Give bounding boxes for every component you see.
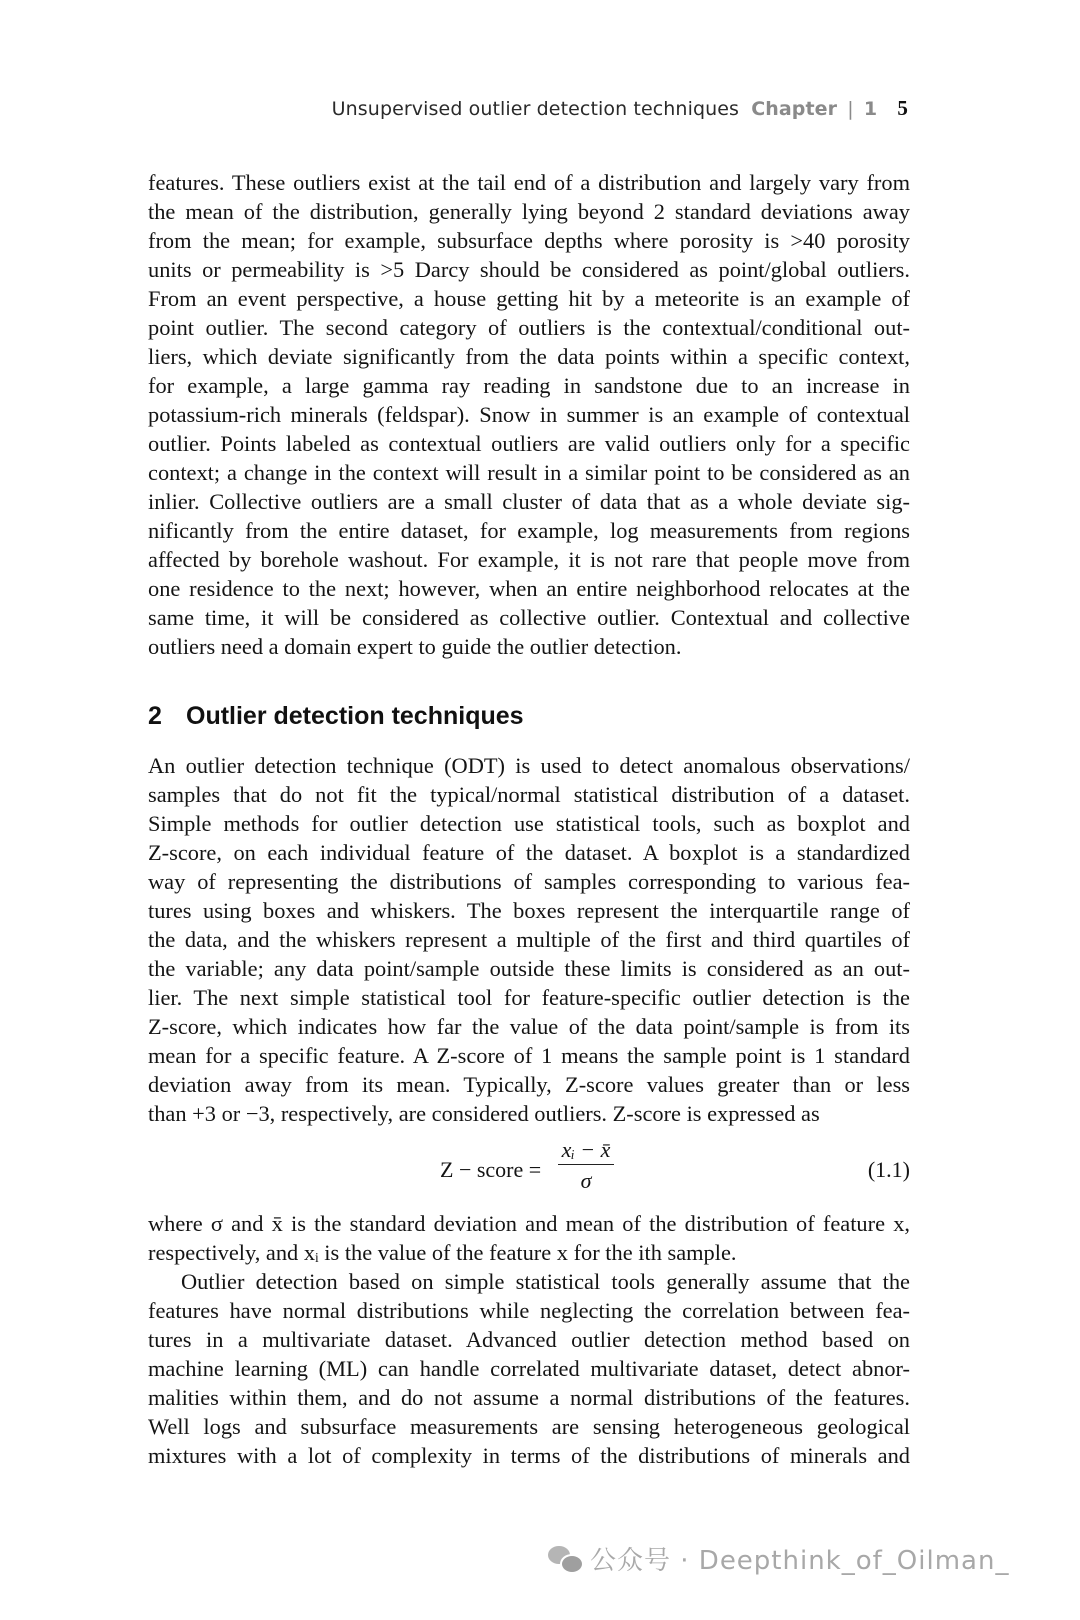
equation-numerator: xᵢ − x̄ <box>561 1137 611 1162</box>
chapter-number: 1 <box>863 98 878 120</box>
text-line: tures in a multivariate dataset. Advanced outlier detection method based on <box>148 1327 910 1352</box>
text-line: the mean of the distribution, generally lying beyond 2 standard deviations away <box>148 199 910 224</box>
text-line: from the mean; for example, subsurface depths where porosity is >40 porosity <box>148 228 910 253</box>
watermark-text: 公众号 · Deepthink_of_Oilman_ <box>590 1546 1010 1576</box>
section-number: 2 <box>148 702 162 730</box>
text-line: tures using boxes and whiskers. The boxes represent the interquartile range of <box>148 898 910 923</box>
text-line: features. These outliers exist at the tail end of a distribution and largely vary from <box>148 170 910 195</box>
text-line: machine learning (ML) can handle correlated multivariate dataset, detect abnor- <box>148 1356 910 1381</box>
text-line: units or permeability is >5 Darcy should be considered as point/global outliers. <box>148 257 910 282</box>
equation-denominator: σ <box>580 1168 592 1193</box>
text-line: malities within them, and do not assume a normal distributions of the features. <box>148 1385 910 1410</box>
text-line: Well logs and subsurface measurements are sensing heterogeneous geological <box>148 1414 910 1439</box>
equation-z-score <box>148 1137 910 1207</box>
paragraph-outlier-types <box>148 168 910 661</box>
text-line: point outlier. The second category of outliers is the contextual/conditional out- <box>148 315 910 340</box>
watermark <box>548 1540 1009 1577</box>
equation-fraction <box>558 1137 614 1194</box>
paragraph-equation-explanation <box>148 1209 910 1267</box>
equation-label: (1.1) <box>867 1157 910 1182</box>
text-line: features have normal distributions while neglecting the correlation between fea- <box>148 1298 910 1323</box>
text-line: mean for a specific feature. A Z-score of 1 means the sample point is 1 standard <box>148 1043 910 1068</box>
text-line: lier. The next simple statistical tool for feature-specific outlier detection is the <box>148 985 910 1010</box>
text-line: liers, which deviate significantly from the data points within a specific context, <box>148 344 910 369</box>
text-line: Z-score, on each individual feature of the dataset. A boxplot is a standardized <box>148 840 910 865</box>
text-line: where σ and x̄ is the standard deviation and mean of the distribution of feature x, <box>148 1211 910 1236</box>
text-line: Simple methods for outlier detection use statistical tools, such as boxplot and <box>148 811 910 836</box>
text-line: nificantly from the entire dataset, for example, log measurements from regions <box>148 518 910 543</box>
page-number: 5 <box>897 96 908 120</box>
text-line: An outlier detection technique (ODT) is used to detect anomalous observations/ <box>148 753 910 778</box>
text-line: From an event perspective, a house getting hit by a meteorite is an example of <box>148 286 910 311</box>
text-line: than +3 or −3, respectively, are considered outliers. Z-score is expressed as <box>148 1101 820 1126</box>
text-line: outlier. Points labeled as contextual outliers are valid outliers only for a specific <box>148 431 910 456</box>
chapter-label: Chapter <box>751 98 838 120</box>
text-line: affected by borehole washout. For example, it is not rare that people move from <box>148 547 910 572</box>
text-line: one residence to the next; however, when an entire neighborhood relocates at the <box>148 576 910 601</box>
section-title: Outlier detection techniques <box>186 702 524 730</box>
section-heading <box>148 702 524 731</box>
fraction-bar <box>558 1164 614 1165</box>
text-line: the data, and the whiskers represent a multiple of the first and third quartiles of <box>148 927 910 952</box>
text-line: deviation away from its mean. Typically, Z-score values greater than or less <box>148 1072 910 1097</box>
wechat-icon <box>548 1546 582 1572</box>
text-line: way of representing the distributions of samples corresponding to various fea- <box>148 869 910 894</box>
paragraph-ml-methods <box>148 1267 910 1470</box>
running-header <box>332 96 908 121</box>
text-line: for example, a large gamma ray reading in sandstone due to an increase in <box>148 373 910 398</box>
text-line: Outlier detection based on simple statistical tools generally assume that the <box>181 1269 910 1294</box>
running-title: Unsupervised outlier detection techniques <box>331 98 740 120</box>
text-line: same time, it will be considered as collective outlier. Contextual and collective <box>148 605 910 630</box>
text-line: Z-score, which indicates how far the value of the data point/sample is from its <box>148 1014 910 1039</box>
text-line: the variable; any data point/sample outside these limits is considered as an out- <box>148 956 910 981</box>
text-line: respectively, and xᵢ is the value of the feature x for the ith sample. <box>148 1240 737 1265</box>
text-line: samples that do not fit the typical/normal statistical distribution of a dataset. <box>148 782 910 807</box>
text-line: outliers need a domain expert to guide the outlier detection. <box>148 634 682 659</box>
header-separator: | <box>847 98 854 120</box>
text-line: mixtures with a lot of complexity in terms of the distributions of minerals and <box>148 1443 910 1468</box>
text-line: inlier. Collective outliers are a small cluster of data that as a whole deviate sig- <box>148 489 910 514</box>
paragraph-odt-intro <box>148 751 910 1128</box>
text-line: context; a change in the context will result in a similar point to be considered as an <box>148 460 910 485</box>
text-line: potassium-rich minerals (feldspar). Snow in summer is an example of contextual <box>148 402 910 427</box>
equation-lhs: Z − score = <box>440 1157 542 1182</box>
